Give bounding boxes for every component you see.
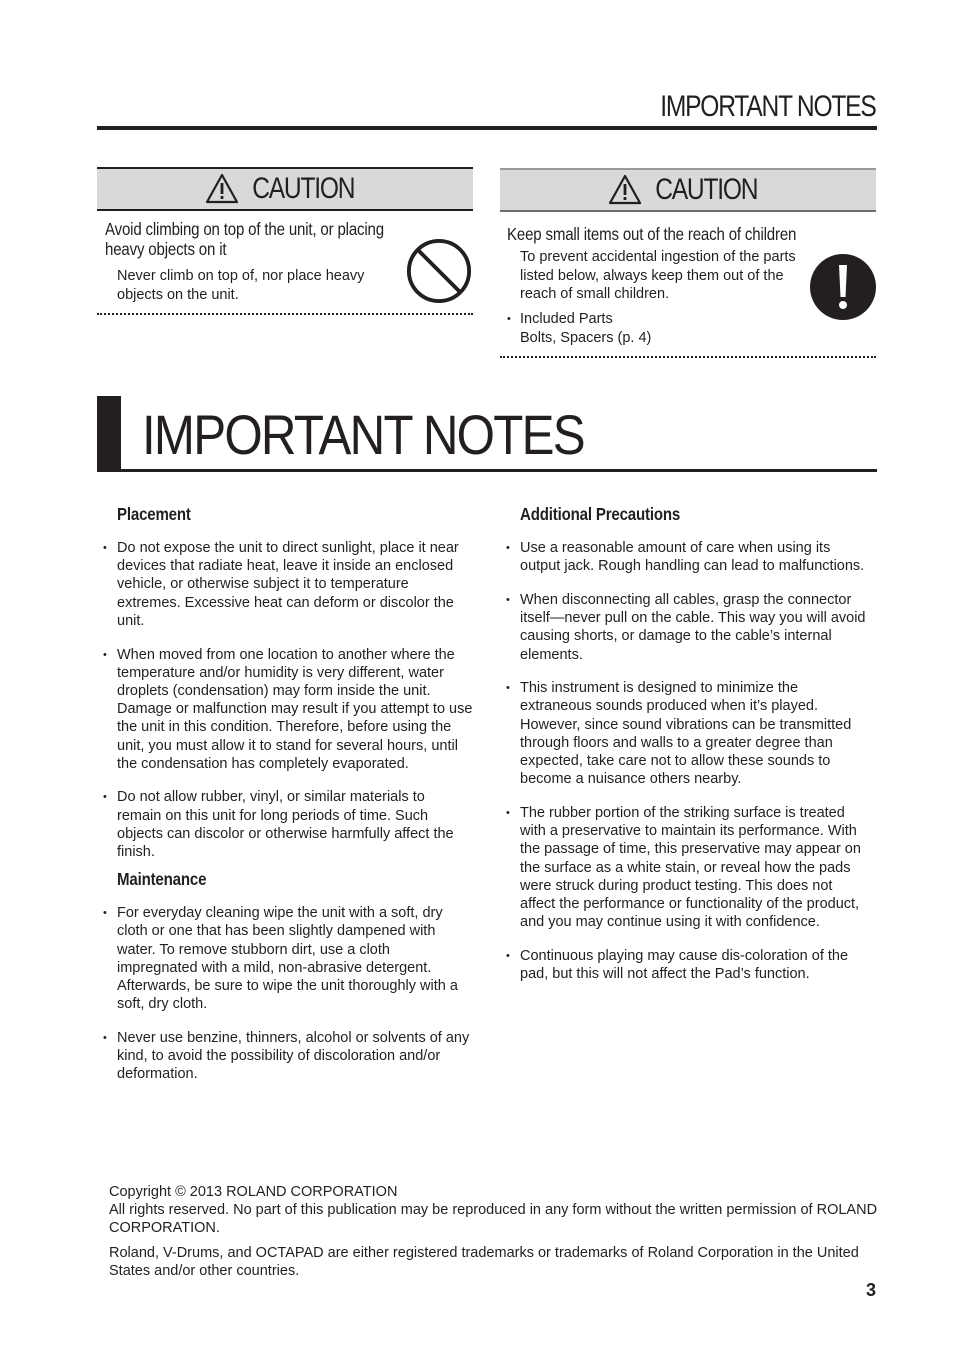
caution-body: Never climb on top of, nor place heavy objects on the unit.: [117, 268, 365, 303]
caution-heading: Avoid climbing on top of the unit, or placing heavy objects on it: [105, 219, 384, 259]
footer: [109, 1183, 889, 1286]
rights-line: All rights reserved. No part of this publication may be reproduced in any form without the written permission of ROLAND CORPORATION.: [109, 1202, 878, 1237]
list-item: • When disconnecting all cables, grasp the connector itself—never pull on the cable. This way you will avoid causing shorts, or damage to the cable’s internal elements.: [520, 591, 870, 664]
page-title: IMPORTANT NOTES: [142, 403, 584, 466]
caution-label: CAUTION: [251, 172, 355, 205]
list-item: • Do not expose the unit to direct sunlight, place it near devices that radiate heat, leave it inside an enclosed vehicle, or otherwise subject it to temperature extremes. Excessive heat can deform or discolor the unit.: [117, 539, 473, 630]
prohibited-icon: [405, 237, 473, 305]
list-item: • Continuous playing may cause dis-coloration of the pad, but this will not affect the Pad’s function.: [520, 947, 870, 983]
maintenance-list: [117, 904, 473, 1083]
right-column: [520, 504, 880, 999]
warning-triangle-icon: [608, 174, 642, 206]
list-item: • For everyday cleaning wipe the unit with a soft, dry cloth or one that has been slightly dampened with water. To remove stubborn dirt, use a cloth impregnated with a mild, non-abrasive detergent. Afterwards, be sure to wipe the unit thoroughly with a soft, dry cloth.: [117, 904, 473, 1013]
copyright-text: [109, 1183, 889, 1238]
caution-bullet: • Included Parts Bolts, Spacers (p. 4): [520, 310, 780, 347]
list-item: • Never use benzine, thinners, alcohol or solvents of any kind, to avoid the possibility of discoloration and/or deformation.: [117, 1029, 473, 1084]
warning-triangle-icon: [205, 173, 239, 205]
heading-rule: [121, 469, 877, 472]
caution-body: To prevent accidental ingestion of the parts listed below, always keep them out of the reach of small children.: [520, 249, 796, 302]
caution-heading: Keep small items out of the reach of children: [507, 224, 797, 244]
caution-content: [97, 211, 473, 315]
list-item: • Do not allow rubber, vinyl, or similar materials to remain on this unit for long periods of time. Such objects can discolor or otherwise harmfully affect the finish.: [117, 788, 473, 861]
trademark-text: Roland, V-Drums, and OCTAPAD are either registered trademarks or trademarks of Roland Corporation in the United States and/or other countries.: [109, 1244, 859, 1279]
caution-banner: [500, 168, 876, 212]
page-number: 3: [865, 1280, 876, 1300]
heading-bar: [97, 396, 121, 472]
mandatory-exclamation-icon: [809, 253, 877, 321]
caution-label: CAUTION: [654, 173, 758, 206]
placement-list: [117, 539, 473, 861]
list-item: • When moved from one location to another where the temperature and/or humidity is very different, water droplets (condensation) may form inside the unit. Damage or malfunction may result if you attempt to use the unit in this condition. Therefore, before using the unit, you must allow it to stand for several hours, until the condensation has completely evaporated.: [117, 646, 473, 773]
additional-precautions-list: [520, 539, 870, 983]
caution-content: [500, 212, 876, 358]
caution-box-left: [97, 167, 473, 315]
caution-bullet-detail: Bolts, Spacers (p. 4): [520, 329, 652, 346]
copyright-line: Copyright © 2013 ROLAND CORPORATION: [109, 1184, 398, 1200]
list-item: • The rubber portion of the striking surface is treated with a preservative to maintain its performance. With the passage of time, this preservative may appear on the surface as a white stain, or reveal how the pads were struck during product testing. This does not affect the performance or functionality of the product, and you may continue using it with confidence.: [520, 804, 870, 931]
header-title: IMPORTANT NOTES: [660, 90, 876, 123]
section-title-placement: Placement: [117, 504, 191, 524]
left-column: [117, 504, 477, 1099]
list-item: • Use a reasonable amount of care when using its output jack. Rough handling can lead to malfunctions.: [520, 539, 870, 575]
caution-box-right: [500, 168, 876, 358]
section-title-maintenance: Maintenance: [117, 869, 207, 890]
caution-banner: [97, 167, 473, 211]
caution-bullet-title: Included Parts: [520, 311, 613, 327]
section-title-additional-precautions: Additional Precautions: [520, 504, 681, 524]
header-rule: [97, 126, 877, 130]
list-item: • This instrument is designed to minimize the extraneous sounds produced when it’s played. However, since sound vibrations can be transmitted through floors and walls to a greater degree than expected, take care not to allow these sounds to become a nuisance others nearby.: [520, 679, 870, 788]
